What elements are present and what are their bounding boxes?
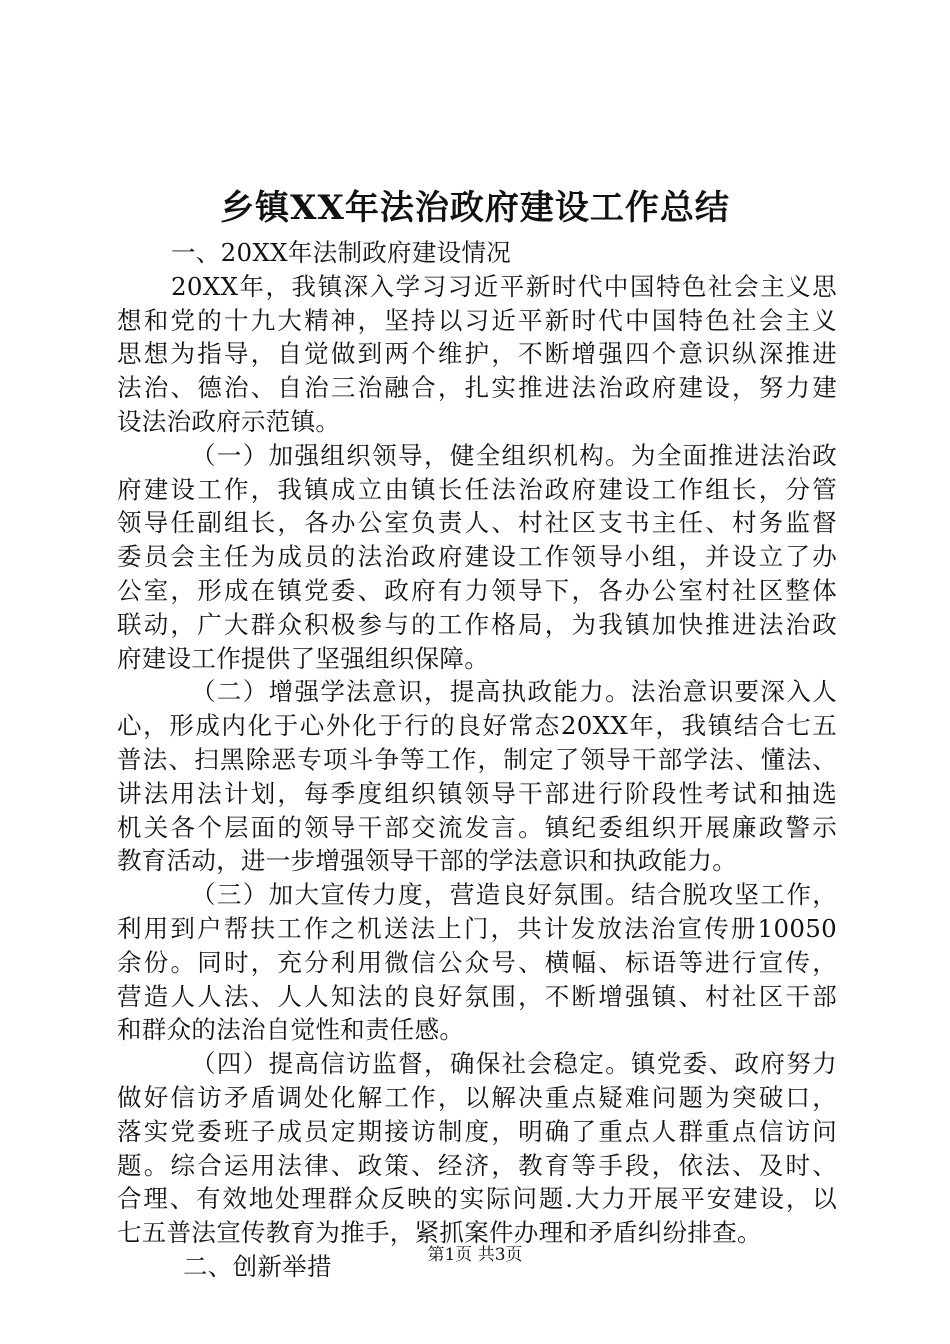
paragraph-line: （三）加大宣传力度，营造良好氛围。结合脱攻坚工作， <box>191 880 837 910</box>
paragraph-line: 领导任副组长，各办公室负责人、村社区支书主任、村务监督 <box>117 508 837 538</box>
paragraph-line: 公室，形成在镇党委、政府有力领导下，各办公室村社区整体 <box>117 575 837 605</box>
paragraph-line: 20XX年，我镇深入学习习近平新时代中国特色社会主义思 <box>171 271 837 301</box>
paragraph-line: 利用到户帮扶工作之机送法上门，共计发放法治宣传册10050 <box>117 913 837 943</box>
paragraph-line: 余份。同时，充分利用微信公众号、横幅、标语等进行宣传， <box>117 947 837 977</box>
paragraph-line: 委员会主任为成员的法治政府建设工作领导小组，并设立了办 <box>117 542 837 572</box>
paragraph-line: 普法、扫黑除恶专项斗争等工作，制定了领导干部学法、懂法、 <box>117 744 837 774</box>
paragraph-line: 合理、有效地处理群众反映的实际问题.大力开展平安建设，以 <box>117 1184 837 1214</box>
paragraph-line: 设法治政府示范镇。 <box>117 406 341 436</box>
paragraph-line: 府建设工作，我镇成立由镇长任法治政府建设工作组长，分管 <box>117 474 837 504</box>
page-number: 第1页 共3页 <box>427 1245 523 1265</box>
section-heading: 一、20XX年法制政府建设情况 <box>171 238 512 267</box>
paragraph-line: （二）增强学法意识，提高执政能力。法治意识要深入人 <box>191 677 837 707</box>
document-body <box>117 236 837 1284</box>
paragraph-line: 联动，广大群众积极参与的工作格局，为我镇加快推进法治政 <box>117 609 837 639</box>
paragraph-line: 机关各个层面的领导干部交流发言。镇纪委组织开展廉政警示 <box>117 812 837 842</box>
paragraph-line: 教育活动，进一步增强领导干部的学法意识和执政能力。 <box>117 846 737 876</box>
paragraph-line: 七五普法宣传教育为推手，紧抓案件办理和矛盾纠纷排查。 <box>117 1218 762 1248</box>
section-heading: 二、创新举措 <box>183 1251 332 1281</box>
paragraph-line: 落实党委班子成员定期接访制度，明确了重点人群重点信访问 <box>117 1116 837 1146</box>
paragraph-line: 讲法用法计划，每季度组织镇领导干部进行阶段性考试和抽选 <box>117 778 837 808</box>
paragraph-line: 想和党的十九大精神，坚持以习近平新时代中国特色社会主义 <box>117 305 837 335</box>
paragraph-line: （一）加强组织领导，健全组织机构。为全面推进法治政 <box>191 440 837 470</box>
paragraph-line: 府建设工作提供了坚强组织保障。 <box>117 643 489 673</box>
paragraph-line: 题。综合运用法律、政策、经济，教育等手段，依法、及时、 <box>117 1150 837 1180</box>
paragraph-line: 思想为指导，自觉做到两个维护，不断增强四个意识纵深推进 <box>117 339 837 369</box>
paragraph-line: 做好信访矛盾调处化解工作，以解决重点疑难问题为突破口， <box>117 1082 837 1112</box>
paragraph-line: 营造人人法、人人知法的良好氛围，不断增强镇、村社区干部 <box>117 981 837 1011</box>
paragraph-line: 心，形成内化于心外化于行的良好常态20XX年，我镇结合七五 <box>117 711 837 741</box>
document-title: 乡镇XX年法治政府建设工作总结 <box>220 188 730 228</box>
paragraph-line: 和群众的法治自觉性和责任感。 <box>117 1015 465 1045</box>
paragraph-line: 法治、德治、自治三治融合，扎实推进法治政府建设，努力建 <box>117 373 837 403</box>
paragraph-line: （四）提高信访监督，确保社会稳定。镇党委、政府努力 <box>191 1049 837 1079</box>
